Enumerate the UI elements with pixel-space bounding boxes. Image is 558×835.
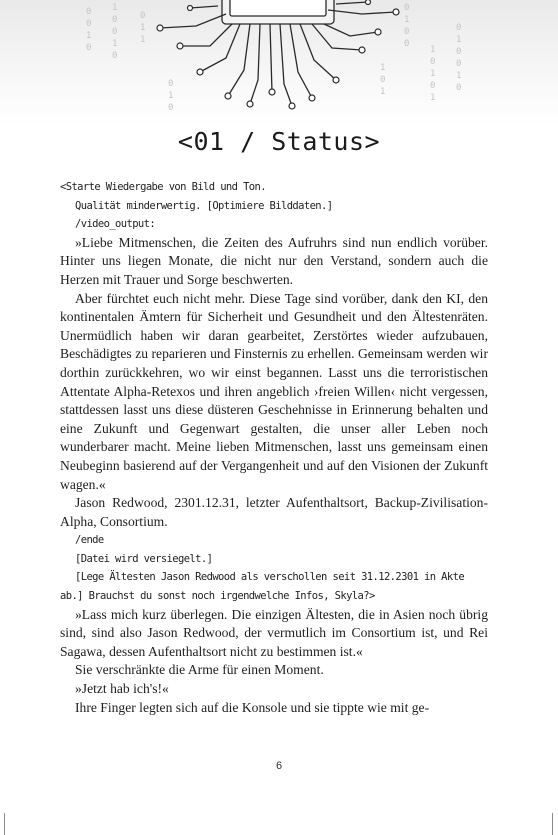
svg-text:1: 1 (456, 71, 462, 81)
svg-text:1: 1 (430, 69, 436, 79)
svg-text:0: 0 (404, 27, 410, 37)
svg-text:0: 0 (456, 23, 462, 33)
chapter-body-text (60, 178, 488, 717)
svg-text:1: 1 (112, 39, 118, 49)
svg-text:0: 0 (404, 39, 410, 49)
svg-text:0: 0 (168, 79, 174, 89)
system-output-line: /ende (75, 534, 104, 547)
prose-paragraph: »Jetzt hab ich's!« (75, 681, 169, 697)
circuit-board-icon (0, 0, 558, 125)
svg-text:1: 1 (140, 23, 146, 33)
svg-text:1: 1 (112, 3, 118, 13)
svg-text:0: 0 (430, 57, 436, 67)
svg-text:0: 0 (404, 3, 410, 13)
prose-paragraph: Aber fürchtet euch nicht mehr. Diese Tage sind vorüber, dank den KI, den kontinentalen Ämtern für Sicherheit und Gesundheit und den Ältestenräten. Unermüdlich haben wir daran gearbeitet, Zerstörtes wieder aufzubauen, Beschädigtes zu reparieren und Finsternis zu erhellen. Gemeinsam werden wir dorthin zurückkehren, wo wir einst begannen. Lasst uns die terroristischen Attentate Alpha-Retexos und ihren angeblich ›freien Willen‹ nicht vergessen, stattdessen lasst uns diese düsteren Geschehnisse in Erinnerung behalten und eine Zukunft und Gegenwart gestalten, die unser aller Leben noch wunderbarer macht. Meine lieben Mitmenschen, lasst uns gemeinsam einen Neubeginn basierend auf der Vergangenheit und auf den Visionen der Zukunft wagen.« (60, 290, 488, 492)
system-output-line: [Datei wird versiegelt.] (75, 552, 213, 565)
svg-text:0: 0 (456, 59, 462, 69)
svg-text:1: 1 (430, 93, 436, 103)
svg-text:0: 0 (112, 15, 118, 25)
svg-text:0: 0 (86, 19, 92, 29)
svg-text:1: 1 (380, 87, 386, 97)
crop-mark-right (552, 813, 553, 835)
svg-text:0: 0 (140, 11, 146, 21)
svg-text:1: 1 (140, 35, 146, 45)
svg-text:1: 1 (86, 31, 92, 41)
prose-paragraph: »Liebe Mitmenschen, die Zeiten des Aufruhrs sind nun endlich vorüber. Hinter uns liegen Monate, die nicht nur den Verstand, sondern auch die Herzen mit Trauer und Sorge beschwerten. (60, 234, 488, 287)
svg-text:0: 0 (112, 51, 118, 61)
prose-paragraph: Ihre Finger legten sich auf die Konsole und sie tippte wie mit ge- (75, 699, 430, 715)
page-number: 6 (275, 760, 283, 772)
svg-text:1: 1 (456, 35, 462, 45)
prose-paragraph: Jason Redwood, 2301.12.31, letzter Aufenthaltsort, Backup-Zivilisation-Alpha, Consortium. (60, 495, 488, 529)
svg-text:1: 1 (380, 63, 386, 73)
prose-paragraph: Sie verschränkte die Arme für einen Moment. (75, 662, 324, 678)
svg-text:0: 0 (380, 75, 386, 85)
svg-text:0: 0 (168, 103, 174, 113)
svg-text:0: 0 (430, 81, 436, 91)
system-output-line: Qualität minderwertig. [Optimiere Bilddaten.] (75, 199, 333, 212)
svg-text:0: 0 (86, 43, 92, 53)
svg-text:0: 0 (456, 83, 462, 93)
svg-text:1: 1 (430, 45, 436, 55)
svg-text:0: 0 (86, 7, 92, 17)
circuit-board-illustration (0, 0, 558, 125)
svg-text:0: 0 (112, 27, 118, 37)
svg-text:0: 0 (456, 47, 462, 57)
system-output-line: [Lege Ältesten Jason Redwood als verschollen seit 31.12.2301 in Akte ab.] Brauchst du sonst noch irgendwelche Infos, Skyla?> (60, 571, 465, 603)
prose-paragraph: »Lass mich kurz überlegen. Die einzigen Ältesten, die in Asien noch übrig sind, sind also Jason Redwood, der vermutlich im Consortium ist, und Rei Sagawa, dessen Aufenthaltsort nicht zu bestimmen ist.« (60, 606, 488, 659)
svg-text:1: 1 (168, 91, 174, 101)
svg-text:1: 1 (404, 15, 410, 25)
system-output-line: /video_output: (75, 218, 156, 231)
crop-mark-left (4, 813, 5, 835)
chapter-title: <01 / Status> (177, 127, 381, 156)
system-output-line: <Starte Wiedergabe von Bild und Ton. (60, 181, 266, 193)
